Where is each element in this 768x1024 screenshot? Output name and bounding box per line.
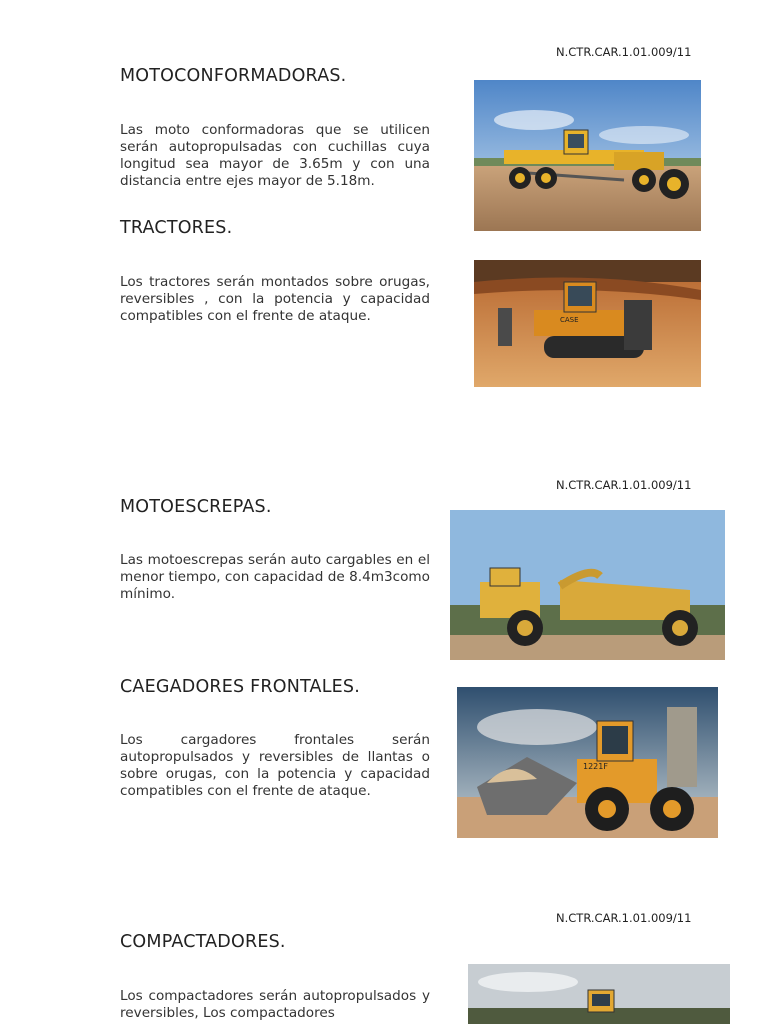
- section-title-motoescrepas: MOTOESCREPAS.: [120, 497, 272, 517]
- section-title-tractores: TRACTORES.: [120, 218, 233, 238]
- section-text-motoconformadoras: Las moto conformadoras que se utilicen serán autopropulsadas con cuchillas cuya longitud sea mayor de 3.65m y con una distancia entre ejes mayor de 5.18m.: [120, 122, 430, 189]
- model-label: 1221F: [583, 762, 608, 771]
- section-text-tractores: Los tractores serán montados sobre orugas, reversibles , con la potencia y capacidad compatibles con el frente de ataque.: [120, 274, 430, 324]
- doc-reference-3: N.CTR.CAR.1.01.009/11: [556, 911, 692, 925]
- wheel-loader-photo: [457, 687, 718, 838]
- section-title-compactadores: COMPACTADORES.: [120, 932, 286, 952]
- section-title-cargadores: CAEGADORES FRONTALES.: [120, 677, 360, 697]
- section-text-compactadores: Los compactadores serán autopropulsados y reversibles, Los compactadores: [120, 988, 430, 1021]
- section-text-motoescrepas: Las motoescrepas serán auto cargables en el menor tiempo, con capacidad de 8.4m3como mínimo.: [120, 552, 430, 602]
- doc-reference-2: N.CTR.CAR.1.01.009/11: [556, 478, 692, 492]
- doc-reference: N.CTR.CAR.1.01.009/11: [556, 45, 692, 59]
- section-text-cargadores: Los cargadores frontales serán autopropulsados y reversibles de llantas o sobre orugas, con la potencia y capacidad compatibles con el frente de ataque.: [120, 732, 430, 799]
- motor-grader-photo: [474, 80, 701, 231]
- case-logo: CASE: [560, 316, 579, 324]
- scraper-photo: [450, 510, 725, 660]
- compactor-photo: [468, 964, 730, 1024]
- crawler-tractor-photo: [474, 260, 701, 387]
- section-title-motoconformadoras: MOTOCONFORMADORAS.: [120, 66, 347, 86]
